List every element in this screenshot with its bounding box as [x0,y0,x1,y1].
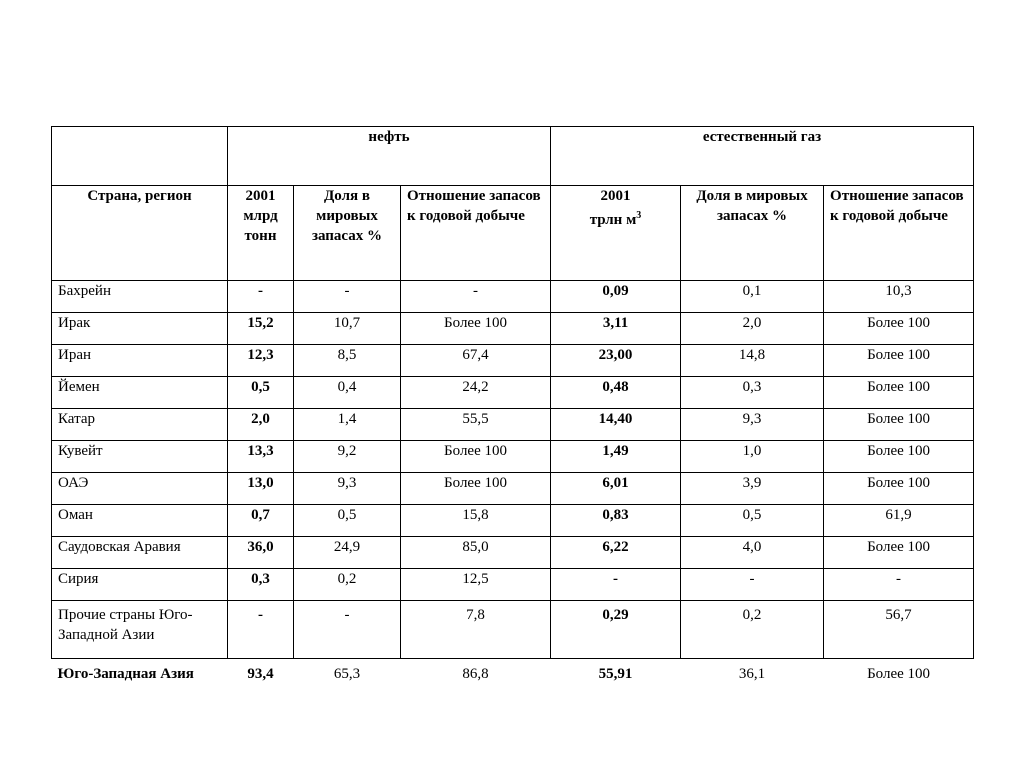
gas-reserves-cell: 0,09 [551,281,681,313]
oil-reserves-cell: 12,3 [228,345,294,377]
oil-share-cell: 8,5 [294,345,401,377]
gas-reserves-cell: 23,00 [551,345,681,377]
oil-share-cell: 9,2 [294,441,401,473]
table-row [52,345,974,377]
oil-reserves-cell: 93,4 [247,666,274,682]
table-row [52,473,974,505]
gas-ratio-cell: - [824,569,974,601]
country-cell: Ирак [52,313,228,345]
gas-share-header: Доля в мировых запасах % [681,186,824,281]
gas-reserves-cell: 1,49 [551,441,681,473]
gas-share-cell: - [681,569,824,601]
oil-ratio-cell: 24,2 [401,377,551,409]
group-oil-header: нефть [228,127,551,186]
gas-unit-superscript: 3 [636,210,642,221]
oil-ratio-cell: 15,8 [401,505,551,537]
gas-ratio-cell: Более 100 [824,377,974,409]
gas-share-cell: 9,3 [681,409,824,441]
group-gas-header: естественный газ [551,127,974,186]
gas-reserves-cell: 14,40 [551,409,681,441]
gas-share-cell: 2,0 [681,313,824,345]
oil-amount-header [228,186,294,281]
gas-share-cell: 14,8 [681,345,824,377]
oil-share-cell: - [294,281,401,313]
gas-reserves-cell: 6,01 [551,473,681,505]
oil-ratio-cell: 85,0 [401,537,551,569]
oil-ratio-cell: 86,8 [462,666,489,682]
gas-ratio-cell: Более 100 [824,537,974,569]
country-cell: Катар [52,409,228,441]
oil-reserves-cell: 0,7 [228,505,294,537]
gas-ratio-cell: Более 100 [867,666,931,682]
oil-ratio-cell: Более 100 [401,473,551,505]
gas-ratio-cell: Более 100 [824,345,974,377]
gas-share-cell: 0,1 [681,281,824,313]
gas-reserves-cell: 0,48 [551,377,681,409]
gas-share-cell: 3,9 [681,473,824,505]
gas-ratio-header: Отношение запасов к годовой добыче [824,186,974,281]
oil-unit: млрд тонн [243,208,278,244]
gas-amount-header [551,186,681,281]
gas-ratio-cell: 61,9 [824,505,974,537]
table-row [52,601,974,659]
country-column-header: Страна, регион [52,186,228,281]
country-cell: Прочие страны Юго-Западной Азии [52,601,228,659]
oil-ratio-cell: 12,5 [401,569,551,601]
oil-reserves-cell: 15,2 [228,313,294,345]
oil-year: 2001 [245,188,276,204]
table-row [52,281,974,313]
country-cell: ОАЭ [52,473,228,505]
table-row [52,409,974,441]
table-row [52,537,974,569]
gas-share-cell: 0,3 [681,377,824,409]
oil-reserves-cell: 13,0 [228,473,294,505]
gas-reserves-cell: 6,22 [551,537,681,569]
gas-share-cell: 0,5 [681,505,824,537]
gas-share-cell: 0,2 [681,601,824,659]
country-cell: Оман [52,505,228,537]
gas-ratio-cell: 56,7 [824,601,974,659]
oil-ratio-cell: 67,4 [401,345,551,377]
gas-ratio-cell: Более 100 [824,313,974,345]
oil-ratio-cell: 7,8 [401,601,551,659]
oil-reserves-cell: 36,0 [228,537,294,569]
oil-share-cell: 10,7 [294,313,401,345]
gas-share-cell: 36,1 [738,666,766,682]
country-cell: Иран [52,345,228,377]
table-row [52,505,974,537]
gas-reserves-cell: 55,91 [598,666,633,682]
oil-ratio-header: Отношение запасов к годовой добыче [401,186,551,281]
table-row [52,569,974,601]
oil-share-cell: 0,2 [294,569,401,601]
oil-share-cell: 0,5 [294,505,401,537]
table-row [52,377,974,409]
oil-share-cell: 24,9 [294,537,401,569]
oil-ratio-cell: Более 100 [401,441,551,473]
gas-reserves-cell: - [551,569,681,601]
gas-share-cell: 1,0 [681,441,824,473]
total-row [52,659,974,694]
oil-share-cell: 0,4 [294,377,401,409]
group-header-row [52,127,974,186]
country-cell: Бахрейн [52,281,228,313]
table-row [52,313,974,345]
oil-reserves-cell: 0,3 [228,569,294,601]
oil-reserves-cell: 0,5 [228,377,294,409]
reserves-table [51,126,974,693]
oil-share-cell: - [294,601,401,659]
gas-reserves-cell: 0,29 [551,601,681,659]
oil-reserves-cell: 13,3 [228,441,294,473]
oil-ratio-cell: 55,5 [401,409,551,441]
country-cell: Кувейт [52,441,228,473]
country-cell: Саудовская Аравия [52,537,228,569]
empty-corner-cell [52,127,228,186]
gas-unit: трлн м [589,212,637,228]
oil-share-cell: 1,4 [294,409,401,441]
oil-share-cell: 9,3 [294,473,401,505]
country-cell: Йемен [52,377,228,409]
gas-ratio-cell: Более 100 [824,473,974,505]
gas-ratio-cell: 10,3 [824,281,974,313]
oil-ratio-cell: Более 100 [401,313,551,345]
gas-share-cell: 4,0 [681,537,824,569]
oil-share-cell: 65,3 [333,666,361,682]
column-header-row [52,186,974,281]
gas-ratio-cell: Более 100 [824,441,974,473]
gas-year: 2001 [600,188,631,204]
oil-reserves-cell: - [228,281,294,313]
gas-ratio-cell: Более 100 [824,409,974,441]
country-cell: Юго-Западная Азия [57,666,194,682]
country-cell: Сирия [52,569,228,601]
oil-reserves-cell: 2,0 [228,409,294,441]
oil-share-header: Доля в мировых запасах % [294,186,401,281]
gas-reserves-cell: 0,83 [551,505,681,537]
table-row [52,441,974,473]
oil-reserves-cell: - [228,601,294,659]
gas-reserves-cell: 3,11 [551,313,681,345]
oil-ratio-cell: - [401,281,551,313]
